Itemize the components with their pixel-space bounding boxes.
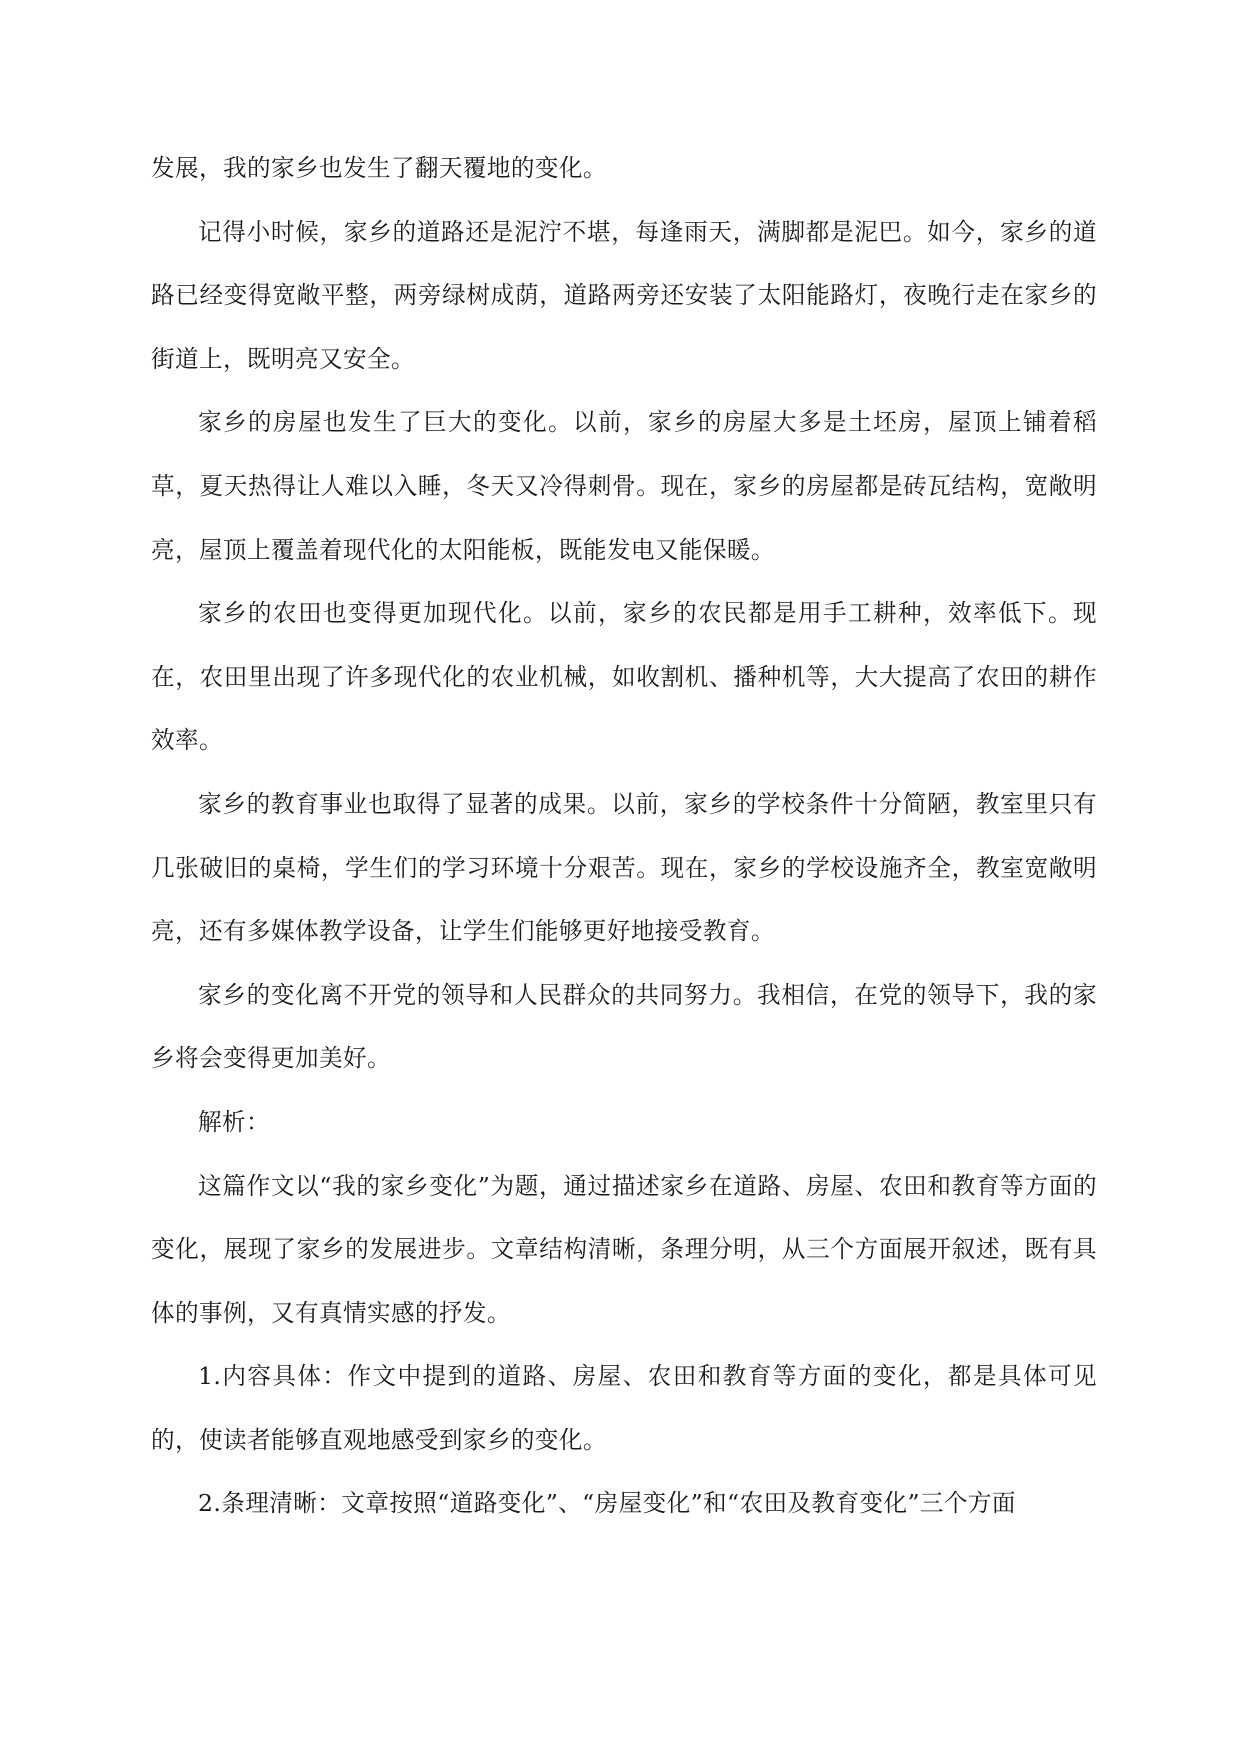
paragraph: 家乡的变化离不开党的领导和人民群众的共同努力。我相信，在党的领导下，我的家乡将会变得更加美好。 — [151, 980, 1097, 1073]
paragraph: 家乡的教育事业也取得了显著的成果。以前，家乡的学校条件十分简陋，教室里只有几张破旧的桌椅，学生们的学习环境十分艰苦。现在，家乡的学校设施齐全，教室宽敞明亮，还有多媒体教学设备，让学生们能够更好地接受教育。 — [151, 789, 1097, 946]
paragraph: 发展，我的家乡也发生了翻天覆地的变化。 — [151, 154, 607, 182]
paragraph: 家乡的房屋也发生了巨大的变化。以前，家乡的房屋大多是土坯房，屋顶上铺着稻草，夏天热得让人难以入睡，冬天又冷得刺骨。现在，家乡的房屋都是砖瓦结构，宽敞明亮，屋顶上覆盖着现代化的太阳能板，既能发电又能保暖。 — [151, 408, 1097, 564]
list-item: 1.内容具体：作文中提到的道路、房屋、农田和教育等方面的变化，都是具体可见的，使读者能够直观地感受到家乡的变化。 — [151, 1362, 1097, 1454]
paragraph: 记得小时候，家乡的道路还是泥泞不堪，每逢雨天，满脚都是泥巴。如今，家乡的道路已经变得宽敞平整，两旁绿树成荫，道路两旁还安装了太阳能路灯，夜晚行走在家乡的街道上，既明亮又安全。 — [151, 217, 1097, 373]
document-body — [151, 137, 1097, 1536]
paragraph: 这篇作文以“我的家乡变化”为题，通过描述家乡在道路、房屋、农田和教育等方面的变化，展现了家乡的发展进步。文章结构清晰，条理分明，从三个方面展开叙述，既有具体的事例，又有真情实感的抒发。 — [151, 1171, 1097, 1327]
paragraph: 家乡的农田也变得更加现代化。以前，家乡的农民都是用手工耕种，效率低下。现在，农田里出现了许多现代化的农业机械，如收割机、播种机等，大大提高了农田的耕作效率。 — [151, 599, 1097, 755]
list-item: 2.条理清晰：文章按照“道路变化”、“房屋变化”和“农田及教育变化”三个方面 — [198, 1489, 1016, 1518]
analysis-heading: 解析： — [198, 1107, 270, 1136]
